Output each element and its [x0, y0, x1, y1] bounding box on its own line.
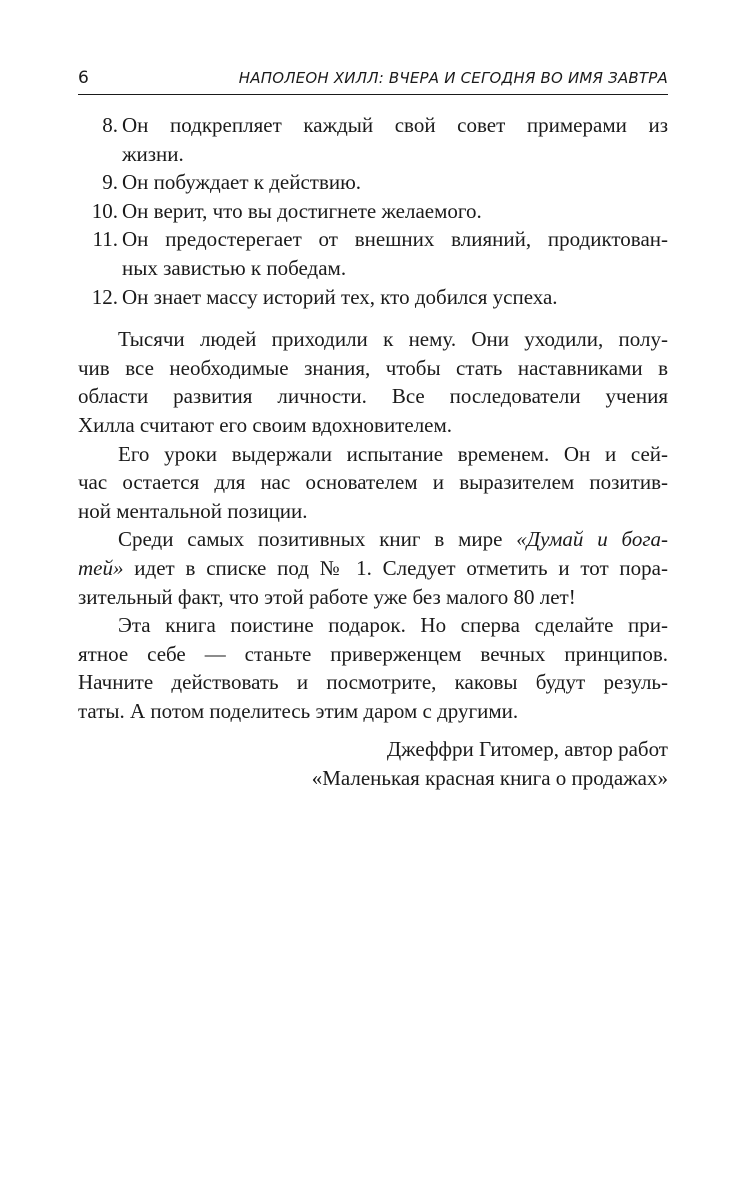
list-item — [78, 111, 668, 168]
paragraph-line: час остается для нас основателем и выразителем позитив- — [78, 470, 668, 495]
paragraph — [78, 325, 668, 439]
paragraph — [78, 440, 668, 526]
paragraph-line: Эта книга поистине подарок. Но сперва сделайте при- — [118, 613, 668, 638]
paragraph-line: ной ментальной позиции. — [78, 498, 308, 523]
list-item-line: Он подкрепляет каждый свой совет примерами из — [122, 113, 668, 137]
paragraph-line: чив все необходимые знания, чтобы стать наставниками в — [78, 355, 668, 380]
paragraph — [78, 525, 668, 611]
book-title-italic: тей» — [78, 555, 124, 580]
paragraph-line — [78, 525, 668, 554]
list-item-line: жизни. — [122, 141, 184, 166]
book-page — [78, 68, 668, 793]
list-item-line: Он предостерегает от внешних влияний, продиктован- — [122, 227, 668, 252]
list-item-line: ных завистью к победам. — [122, 255, 347, 280]
paragraph-text: Среди самых позитивных книг в мире — [118, 527, 517, 552]
list-item — [78, 225, 668, 282]
signature-work: «Маленькая красная книга о продажах» — [311, 766, 668, 791]
paragraph-line: Тысячи людей приходили к нему. Они уходили, полу- — [118, 327, 668, 352]
list-item-number: 12. — [91, 284, 118, 309]
signature-author: Джеффри Гитомер, автор работ — [386, 737, 668, 762]
running-title: НАПОЛЕОН ХИЛЛ: ВЧЕРА И СЕГОДНЯ ВО ИМЯ ЗАВТРА — [238, 69, 668, 87]
paragraph-line: зительный факт, что этой работе уже без малого 80 лет! — [78, 584, 576, 609]
page-body — [78, 111, 668, 793]
paragraph-line: области развития личности. Все последователи учения — [78, 384, 668, 409]
list-item — [78, 197, 668, 226]
list-item — [78, 283, 668, 312]
paragraph-line: Начните действовать и посмотрите, каковы будут резуль- — [78, 670, 668, 695]
list-item-line: Он знает массу историй тех, кто добился успеха. — [122, 284, 558, 309]
running-header — [78, 68, 668, 95]
paragraphs — [78, 325, 668, 725]
list-item-number: 11. — [92, 227, 118, 252]
paragraph-line — [78, 554, 668, 583]
list-item-number: 10. — [91, 198, 118, 223]
list-item-line: Он верит, что вы достигнете желаемого. — [122, 198, 482, 223]
paragraph-line: Его уроки выдержали испытание временем. Он и сей- — [118, 441, 668, 466]
list-item-number: 9. — [102, 170, 118, 195]
book-title-italic: «Думай и бога- — [516, 527, 668, 552]
paragraph-line: Хилла считают его своим вдохновителем. — [78, 412, 453, 437]
paragraph — [78, 611, 668, 725]
list-item-number: 8. — [102, 113, 118, 137]
list-item — [78, 168, 668, 197]
paragraph-line: таты. А потом поделитесь этим даром с другими. — [78, 698, 519, 723]
list-item-line: Он побуждает к действию. — [122, 170, 362, 195]
numbered-list — [78, 111, 668, 311]
page-number: 6 — [78, 68, 89, 88]
paragraph-text: идет в списке под № 1. Следует отметить и тот пора- — [123, 555, 668, 580]
paragraph-line: ятное себе — станьте приверженцем вечных принципов. — [78, 641, 668, 666]
signature — [78, 735, 668, 792]
